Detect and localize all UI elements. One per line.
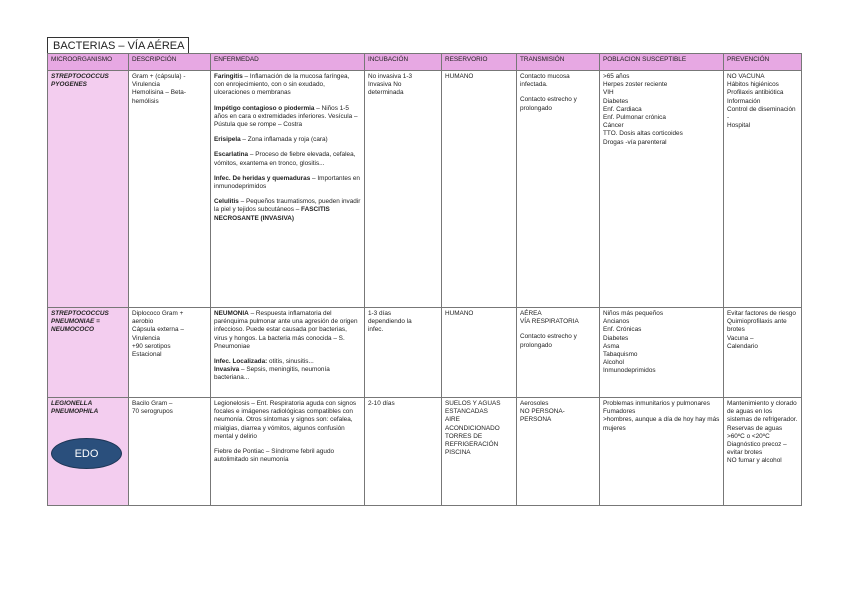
- cell-description: Gram + (cápsula) - Virulencia Hemolisina – Beta-hemólisis: [129, 71, 211, 308]
- header-microorganismo: MICROORGANISMO: [48, 54, 129, 71]
- cell-population: >65 años Herpes zoster reciente VIH Diabetes Enf. Cardiaca Enf. Pulmonar crónica Cáncer TTO. Dosis altas corticoides Drogas -vía parenteral: [600, 71, 724, 308]
- cell-prevention: Evitar factores de riesgo Quimioprofilaxis ante brotes Vacuna – Calendario: [724, 308, 802, 398]
- cell-organism: LEGIONELLA PNEUMOPHILA: [48, 398, 129, 506]
- header-descripcion: DESCRIPCIÓN: [129, 54, 211, 71]
- cell-prevention: NO VACUNA Hábitos higiénicos Profilaxis antibiótica Información Control de diseminación - Hospital: [724, 71, 802, 308]
- table-row: [48, 71, 802, 308]
- cell-description: Diplococo Gram + aerobio Cápsula externa – Virulencia +90 serotipos Estacional: [129, 308, 211, 398]
- header-incubacion: INCUBACIÓN: [365, 54, 442, 71]
- table-row: [48, 308, 802, 398]
- cell-incubation: No invasiva 1-3 Invasiva No determinada: [365, 71, 442, 308]
- cell-incubation: 1-3 días dependiendo la infec.: [365, 308, 442, 398]
- cell-transmission: AÉREA VÍA RESPIRATORIA Contacto estrecho y prolongado: [517, 308, 600, 398]
- cell-incubation: 2-10 días: [365, 398, 442, 506]
- bacteria-table: [47, 53, 802, 506]
- header-reservorio: RESERVORIO: [442, 54, 517, 71]
- header-poblacion: POBLACION SUSCEPTIBLE: [600, 54, 724, 71]
- cell-description: Bacilo Gram – 70 serogrupos: [129, 398, 211, 506]
- cell-reservoir: SUELOS Y AGUAS ESTANCADAS AIRE ACONDICIONADO TORRES DE REFRIGERACIÓN PISCINA: [442, 398, 517, 506]
- cell-population: Problemas inmunitarios y pulmonares Fumadores >hombres, aunque a día de hoy hay más mujeres: [600, 398, 724, 506]
- header-prevencion: PREVENCIÓN: [724, 54, 802, 71]
- header-row: [48, 54, 802, 71]
- cell-organism: STREPTOCOCCUS PYOGENES: [48, 71, 129, 308]
- cell-transmission: Contacto mucosa infectada. Contacto estrecho y prolongado: [517, 71, 600, 308]
- header-enfermedad: ENFERMEDAD: [211, 54, 365, 71]
- cell-reservoir: HUMANO: [442, 308, 517, 398]
- cell-disease: NEUMONIA – Respuesta inflamatoria del parénquima pulmonar ante una agresión de origen infeccioso. Puede estar causada por bacterias, virus y hongos. La bacteria más conocida – S. Pneumoniae Infec. Localizada: otitis, sinusitis... Invasiva – Sepsis, meningitis, neumonía bacteriana...: [211, 308, 365, 398]
- cell-transmission: Aerosoles NO PERSONA- PERSONA: [517, 398, 600, 506]
- table-row: [48, 398, 802, 506]
- cell-disease: Faringitis – Inflamación de la mucosa faríngea, con enrojecimiento, con o sin exudado, ulceraciones o membranas Impétigo contagioso o piodermia – Niños 1-5 años en cara o extremidades inferiores. Vesícula – Pústula que se rompe – Costra Erisipela – Zona inflamada y roja (cara) Escarlatina – Proceso de fiebre elevada, cefalea, vómitos, exantema en tronco, glositis... Infec. De heridas y quemaduras – Importantes en inmunodeprimidos Celulitis – Pequeños traumatismos, pueden invadir la piel y tejidos subcutáneos – FASCITIS NECROSANTE (INVASIVA): [211, 71, 365, 308]
- cell-population: Niños más pequeños Ancianos Enf. Crónicas Diabetes Asma Tabaquismo Alcohol Inmunodeprimidos: [600, 308, 724, 398]
- cell-disease: Legionelosis – Ent. Respiratoria aguda con signos focales e imágenes radiológicas compatibles con neumonía. Otros síntomas y signos son: cefalea, mialgias, diarrea y vómitos, algunos confusión mental y delirio Fiebre de Pontiac – Síndrome febril agudo autolimitado sin neumonía: [211, 398, 365, 506]
- cell-organism: STREPTOCOCCUS PNEUMONIAE = NEUMOCOCO: [48, 308, 129, 398]
- header-transmision: TRANSMISIÓN: [517, 54, 600, 71]
- table-title: BACTERIAS – VÍA AÉREA: [47, 37, 189, 53]
- edo-badge: EDO: [51, 438, 122, 469]
- cell-reservoir: HUMANO: [442, 71, 517, 308]
- cell-prevention: Mantenimiento y clorado de aguas en los sistemas de refrigerador. Reservas de aguas >60ºC o <20ºC Diagnóstico precoz – evitar brotes NO fumar y alcohol: [724, 398, 802, 506]
